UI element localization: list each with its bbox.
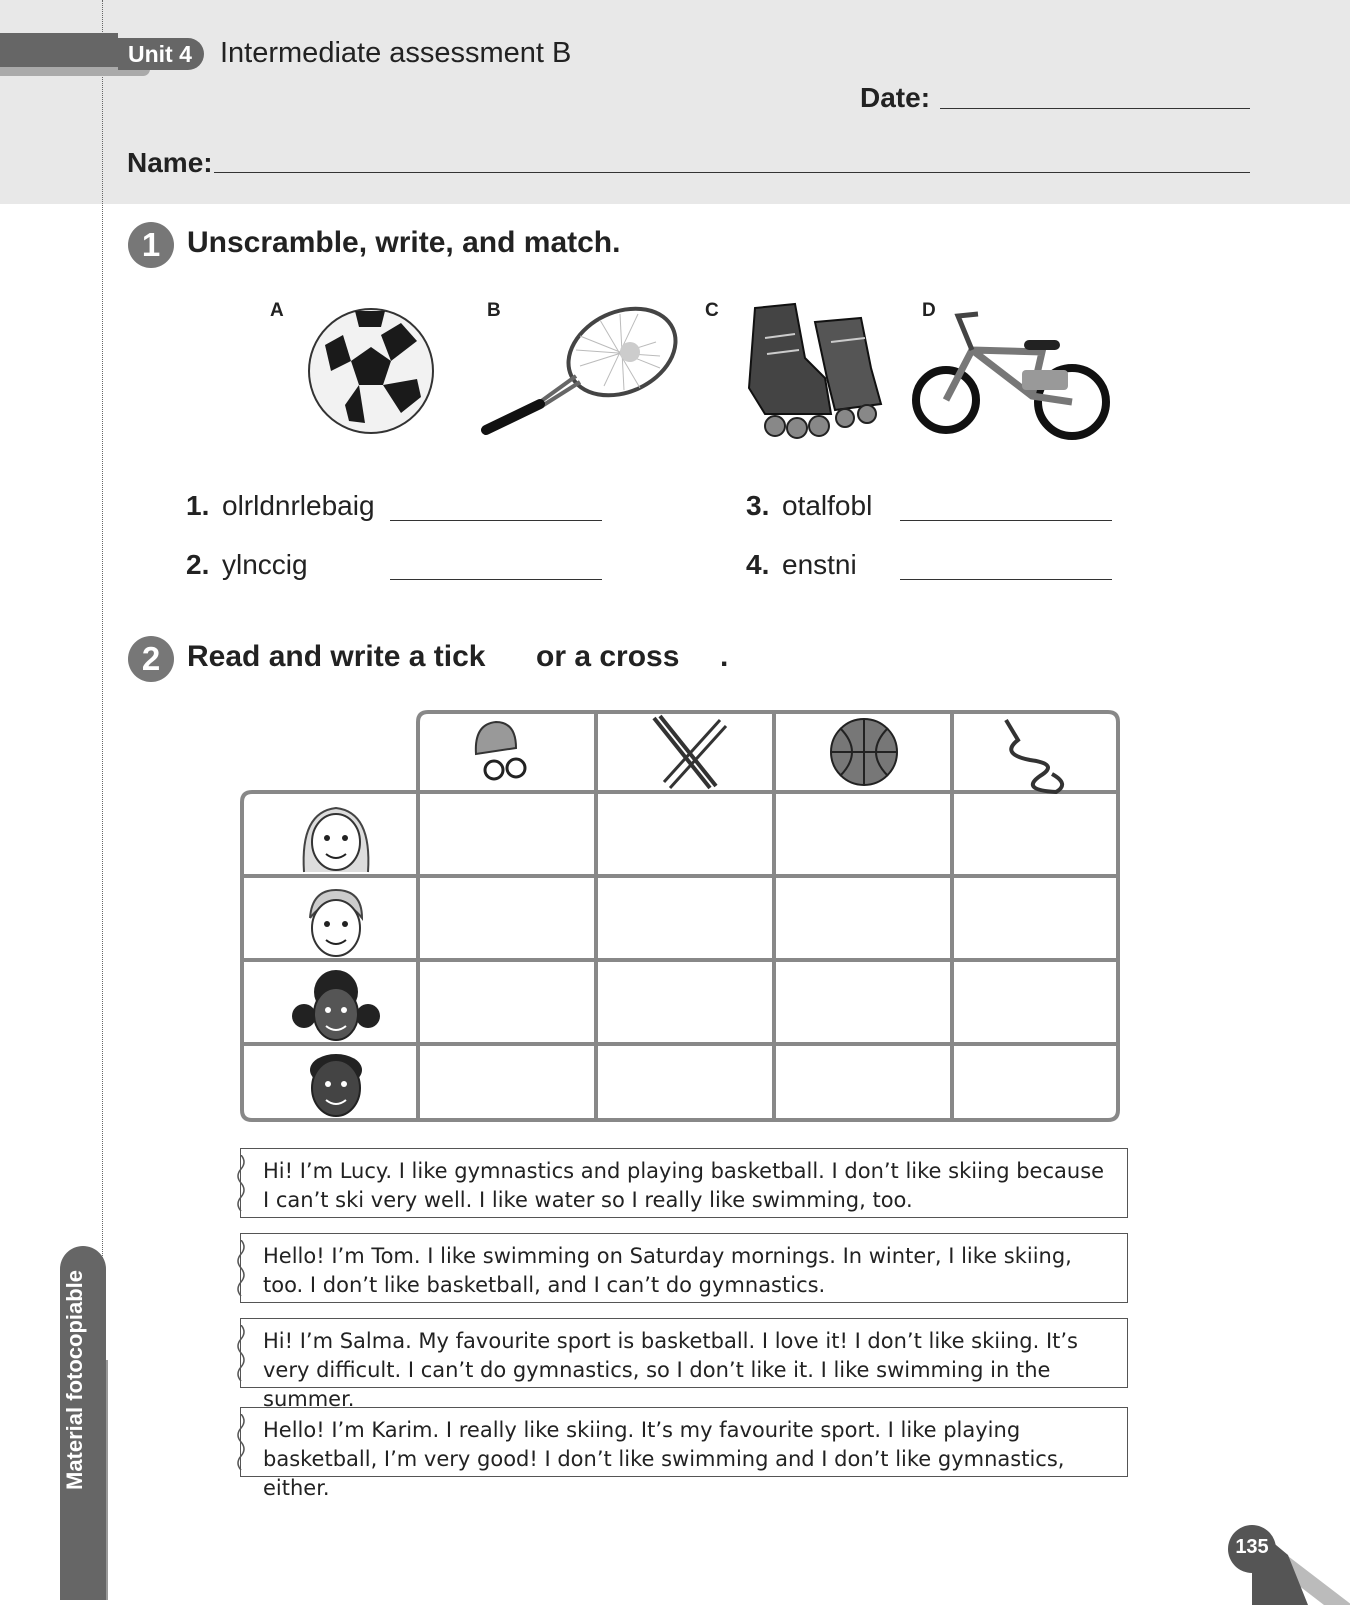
exercise-1-number: 1 [128, 222, 174, 268]
item-number: 2. [186, 549, 210, 580]
answer-line-3[interactable] [900, 520, 1112, 521]
answer-line-4[interactable] [900, 579, 1112, 580]
unit-bar [0, 33, 118, 67]
story-text: Hi! I’m Lucy. I like gymnastics and playing basketball. I don’t like skiing because I can’t ski very well. I like water so I really like swimming, too. [263, 1159, 1105, 1212]
name-label: Name: [127, 147, 213, 178]
answer-line-2[interactable] [390, 579, 602, 580]
story-box-salma [240, 1318, 1128, 1411]
girl-curly-hair-face-icon [292, 970, 380, 1040]
story-box-karim [240, 1407, 1128, 1500]
page-number: 135 [1235, 1536, 1269, 1558]
boy-face-icon [310, 890, 362, 956]
tennis-racket-icon [480, 306, 680, 436]
date-field[interactable] [940, 108, 1250, 109]
item-number: 4. [746, 549, 770, 580]
story-text: Hello! I’m Karim. I really like skiing. It’s my favourite sport. I like playing basketball, I’m very good! I don’t like swimming and I don’t like gymnastics, either. [263, 1418, 1065, 1500]
gymnastics-ribbon-icon [1006, 720, 1062, 792]
inline-skates-icon [735, 298, 885, 444]
girl-face-icon [304, 808, 369, 872]
scrambled-word: enstni [782, 549, 857, 580]
item-number: 1. [186, 490, 210, 521]
unit-tag: Unit 4 [118, 38, 204, 70]
page-title: Intermediate assessment B [220, 37, 572, 69]
item-number: 3. [746, 490, 770, 521]
story-text: Hi! I’m Salma. My favourite sport is basketball. I love it! I don’t like skiing. It’s very difficult. I can’t do gymnastics, so I don’t like it. I like swimming in the summer. [263, 1329, 1078, 1411]
picture-letter-d: D [922, 300, 936, 321]
side-label: Material fotocopiable [62, 1269, 87, 1490]
basketball-icon [831, 719, 897, 785]
exercise-2-instruction-part1: Read and write a tick [187, 640, 486, 673]
story-box-tom [240, 1233, 1128, 1303]
exercise-1-instruction: Unscramble, write, and match. [187, 226, 621, 259]
scrambled-word: ylnccig [222, 549, 308, 580]
bicycle-icon [912, 300, 1118, 444]
picture-letter-c: C [705, 300, 719, 321]
story-text: Hello! I’m Tom. I like swimming on Saturday mornings. In winter, I like skiing, too. I don’t like basketball, and I can’t do gymnastics. [263, 1244, 1072, 1297]
picture-letter-a: A [270, 300, 284, 321]
date-label: Date: [860, 82, 931, 113]
exercise-2-instruction-part2: or a cross [536, 640, 680, 673]
exercise-2-number: 2 [128, 636, 174, 682]
picture-letter-b: B [487, 300, 501, 321]
football-icon [305, 305, 437, 437]
scrambled-word: otalfobl [782, 490, 873, 521]
skis-icon [654, 716, 726, 788]
story-box-lucy [240, 1148, 1128, 1218]
torn-edge-icon [235, 1414, 247, 1470]
answer-line-1[interactable] [390, 520, 602, 521]
boy-face-icon [310, 1054, 362, 1116]
torn-edge-icon [235, 1240, 247, 1296]
scrambled-word: olrldnrlebaig [222, 490, 375, 521]
swimming-cap-goggles-icon [476, 722, 525, 779]
torn-edge-icon [235, 1325, 247, 1381]
tick-cross-grid [240, 710, 1130, 1130]
exercise-2-instruction-end: . [720, 640, 729, 673]
name-field[interactable] [214, 172, 1250, 173]
torn-edge-icon [235, 1155, 247, 1211]
